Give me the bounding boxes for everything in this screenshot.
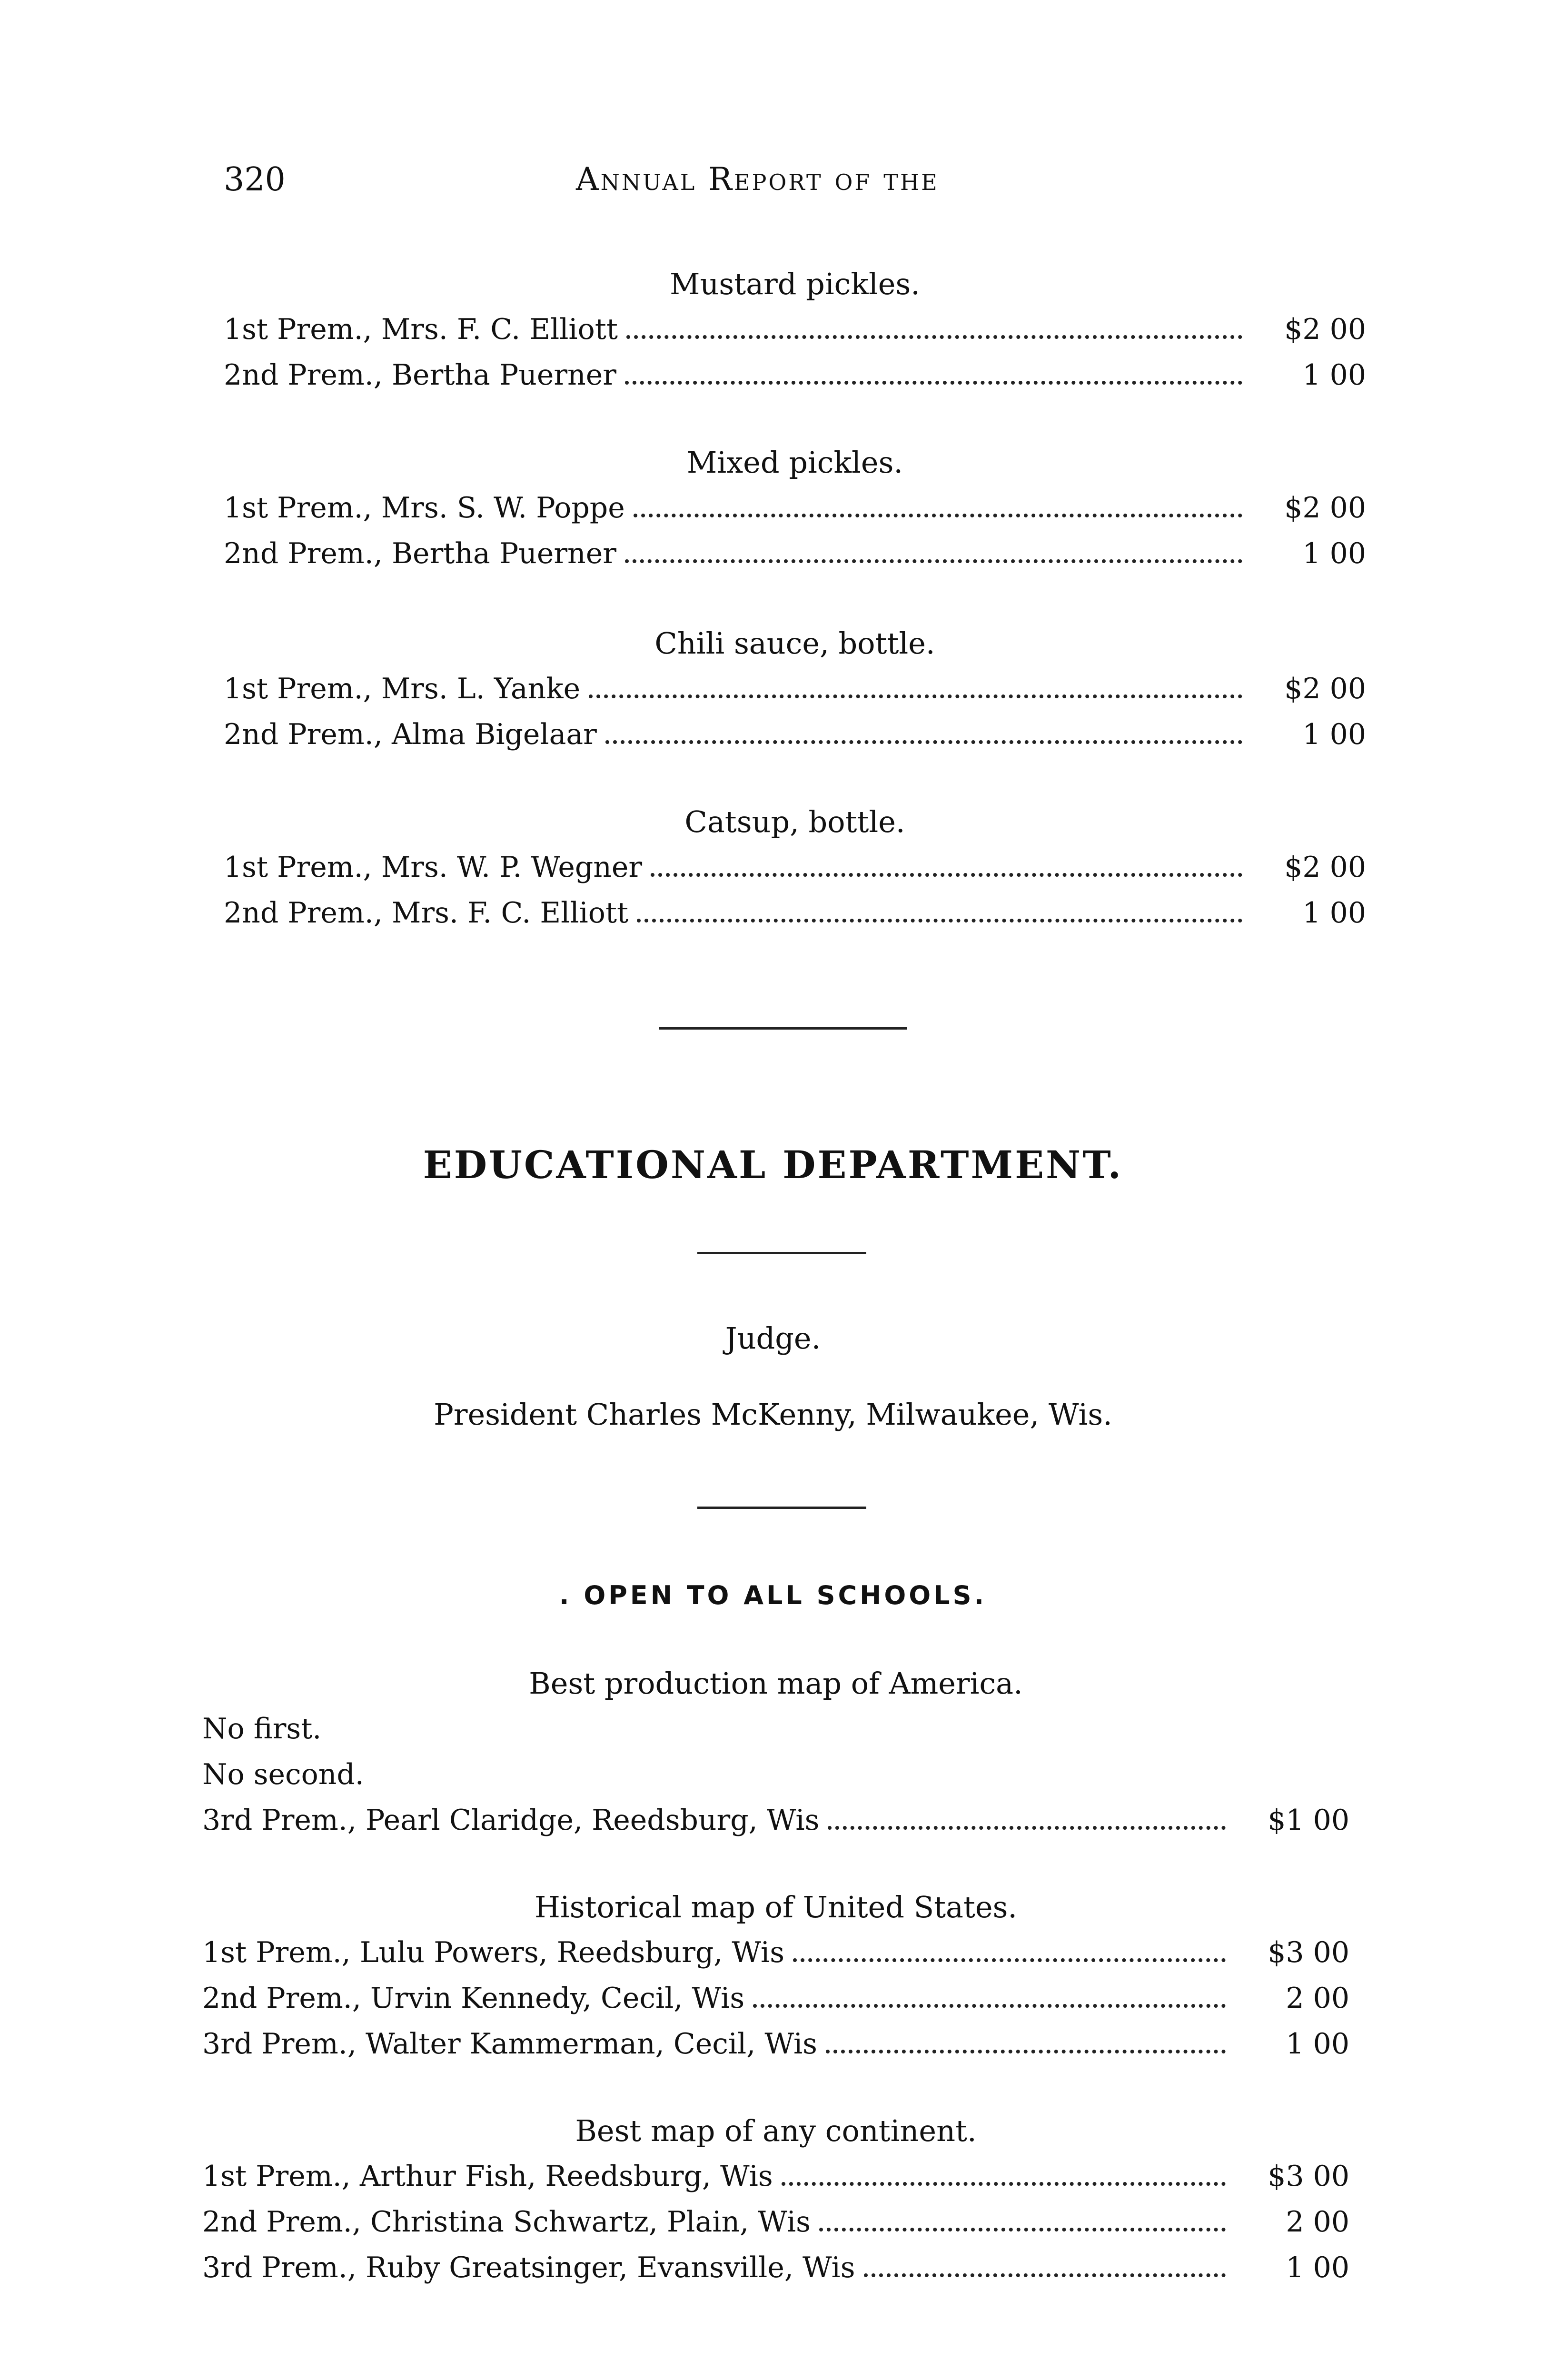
premium-entry	[202, 2205, 1349, 2251]
premium-section-mustard-pickles	[224, 267, 1366, 404]
dot-leader	[605, 740, 1242, 744]
entry-text: 1st Prem., Lulu Powers, Reedsburg, Wis	[202, 1936, 785, 1969]
premium-entry	[224, 491, 1366, 537]
section-title: Catsup, bottle.	[684, 804, 905, 839]
entry-amount: $3 00	[1268, 2160, 1349, 2193]
judge-heading: Judge.	[725, 1321, 821, 1356]
entry-text: 2nd Prem., Mrs. F. C. Elliott	[224, 896, 629, 930]
premium-entry	[224, 851, 1366, 896]
premium-entry	[202, 2251, 1349, 2297]
section-divider	[697, 1507, 866, 1509]
premium-section-production-map	[202, 1666, 1349, 1849]
section-divider	[659, 1027, 907, 1030]
entry-text: 2nd Prem., Christina Schwartz, Plain, Wis	[202, 2205, 811, 2239]
premium-entry	[224, 313, 1366, 358]
entry-amount: 1 00	[1286, 2027, 1349, 2061]
premium-entry	[224, 537, 1366, 583]
entry-text: 1st Prem., Mrs. F. C. Elliott	[224, 313, 618, 346]
section-title: Best map of any continent.	[575, 2113, 977, 2148]
dot-leader	[637, 919, 1242, 922]
dot-leader	[826, 2050, 1226, 2053]
premium-entry	[224, 358, 1366, 404]
dot-leader	[625, 381, 1242, 385]
premium-entry	[202, 2027, 1349, 2073]
running-head: Annual Report of the	[576, 161, 939, 198]
entry-text: 1st Prem., Mrs. L. Yanke	[224, 672, 581, 705]
dot-leader	[819, 2228, 1226, 2231]
dot-leader	[793, 1958, 1226, 1962]
entry-amount: $1 00	[1268, 1804, 1349, 1837]
premium-section-mixed-pickles	[224, 445, 1366, 583]
department-heading: EDUCATIONAL DEPARTMENT.	[423, 1142, 1123, 1187]
dot-leader	[782, 2182, 1226, 2186]
entry-text: 3rd Prem., Ruby Greatsinger, Evansville, Wis	[202, 2251, 855, 2284]
entry-amount: $2 00	[1284, 672, 1366, 705]
dot-leader	[589, 694, 1242, 698]
entry-text: 3rd Prem., Pearl Claridge, Reedsburg, Wis	[202, 1804, 820, 1837]
entry-amount: $2 00	[1284, 491, 1366, 525]
page-number: 320	[224, 161, 286, 198]
entry-text: 2nd Prem., Bertha Puerner	[224, 358, 616, 392]
dot-leader	[625, 559, 1242, 563]
section-title: Best production map of America.	[529, 1666, 1023, 1701]
premium-entry	[224, 718, 1366, 764]
entry-amount: 1 00	[1302, 537, 1366, 570]
dot-leader	[828, 1826, 1226, 1830]
entry-text: 1st Prem., Mrs. W. P. Wegner	[224, 851, 643, 884]
section-title: Chili sauce, bottle.	[654, 626, 935, 661]
dot-leader	[626, 335, 1242, 339]
premium-entry	[224, 672, 1366, 718]
dot-leader	[634, 514, 1242, 517]
premium-section-historical-map	[202, 1890, 1349, 2073]
premium-section-chili-sauce	[224, 626, 1366, 764]
entry-text: 2nd Prem., Bertha Puerner	[224, 537, 616, 570]
entry-text: 2nd Prem., Alma Bigelaar	[224, 718, 597, 751]
dot-leader	[864, 2273, 1226, 2277]
section-title: Historical map of United States.	[534, 1890, 1018, 1924]
open-to-all-schools-heading: . OPEN TO ALL SCHOOLS.	[559, 1580, 987, 1610]
dot-leader	[651, 873, 1242, 877]
premium-entry	[202, 1804, 1349, 1849]
no-award-line: No first.	[202, 1712, 322, 1745]
entry-amount: $3 00	[1268, 1936, 1349, 1969]
entry-text: 1st Prem., Mrs. S. W. Poppe	[224, 491, 625, 525]
entry-text: 3rd Prem., Walter Kammerman, Cecil, Wis	[202, 2027, 817, 2061]
entry-amount: 2 00	[1286, 1982, 1349, 2015]
judge-name: President Charles McKenny, Milwaukee, Wis.	[434, 1397, 1112, 1432]
entry-amount: 1 00	[1302, 896, 1366, 930]
entry-amount: 1 00	[1302, 718, 1366, 751]
no-award-line: No second.	[202, 1758, 364, 1791]
section-divider	[697, 1252, 866, 1254]
entry-amount: 1 00	[1286, 2251, 1349, 2284]
section-title: Mustard pickles.	[669, 267, 920, 301]
dot-leader	[753, 2004, 1226, 2008]
premium-entry	[202, 2160, 1349, 2205]
premium-section-catsup	[224, 804, 1366, 942]
entry-text: 2nd Prem., Urvin Kennedy, Cecil, Wis	[202, 1982, 745, 2015]
entry-text: 1st Prem., Arthur Fish, Reedsburg, Wis	[202, 2160, 773, 2193]
premium-section-continent-map	[202, 2113, 1349, 2297]
entry-amount: $2 00	[1284, 313, 1366, 346]
premium-entry	[224, 896, 1366, 942]
premium-entry	[202, 1936, 1349, 1982]
entry-amount: $2 00	[1284, 851, 1366, 884]
entry-amount: 1 00	[1302, 358, 1366, 392]
section-title: Mixed pickles.	[686, 445, 903, 480]
premium-entry	[202, 1982, 1349, 2027]
entry-amount: 2 00	[1286, 2205, 1349, 2239]
